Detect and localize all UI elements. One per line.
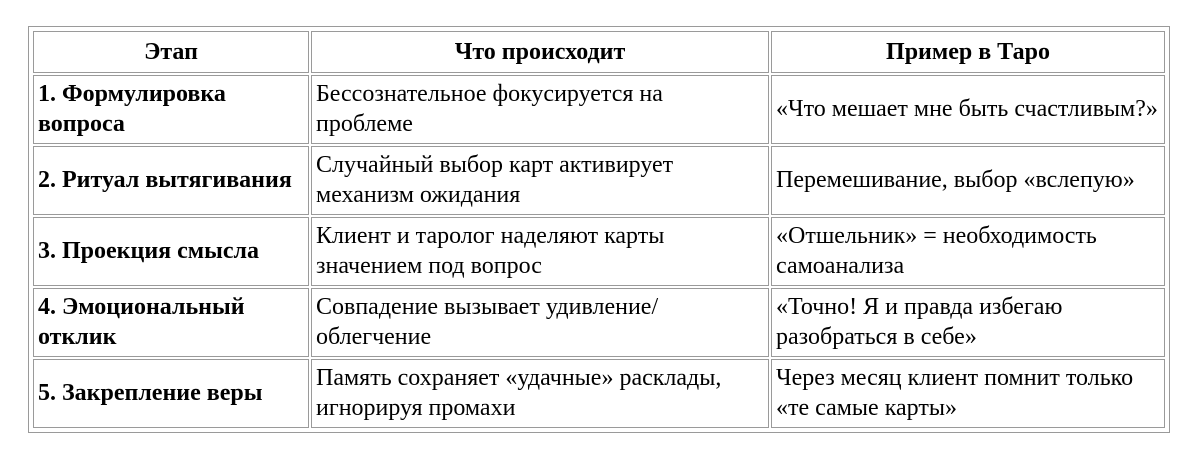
tarot-example-cell: «Отшельник» = необходимость самоанализа (771, 217, 1165, 286)
tarot-example-cell: Через месяц клиент помнит только «те самые карты» (771, 359, 1165, 428)
what-happens-cell: Случайный выбор карт активирует механизм ожидания (311, 146, 769, 215)
what-happens-cell: Память сохраняет «удачные» расклады, игнорируя промахи (311, 359, 769, 428)
table-header-row (33, 31, 1165, 73)
tarot-example-cell: «Что мешает мне быть счастливым?» (771, 75, 1165, 144)
table-row (33, 146, 1165, 215)
stage-cell: 3. Проекция смысла (33, 217, 309, 286)
stage-cell: 5. Закрепление веры (33, 359, 309, 428)
table-row (33, 75, 1165, 144)
tarot-example-cell: Перемешивание, выбор «вслепую» (771, 146, 1165, 215)
what-happens-cell: Бессознательное фокусируется на проблеме (311, 75, 769, 144)
stage-cell: 4. Эмоциональный отклик (33, 288, 309, 357)
tarot-example-cell: «Точно! Я и правда избегаю разобраться в себе» (771, 288, 1165, 357)
stage-cell: 2. Ритуал вытягивания (33, 146, 309, 215)
tarot-stages-table (31, 29, 1167, 430)
header-tarot-example: Пример в Таро (771, 31, 1165, 73)
stage-cell: 1. Формулировка вопроса (33, 75, 309, 144)
header-stage: Этап (33, 31, 309, 73)
what-happens-cell: Совпадение вызывает удивление/облегчение (311, 288, 769, 357)
header-what-happens: Что происходит (311, 31, 769, 73)
tarot-stages-table-container (28, 26, 1170, 433)
table-row (33, 359, 1165, 428)
what-happens-cell: Клиент и таролог наделяют карты значением под вопрос (311, 217, 769, 286)
table-row (33, 288, 1165, 357)
table-row (33, 217, 1165, 286)
